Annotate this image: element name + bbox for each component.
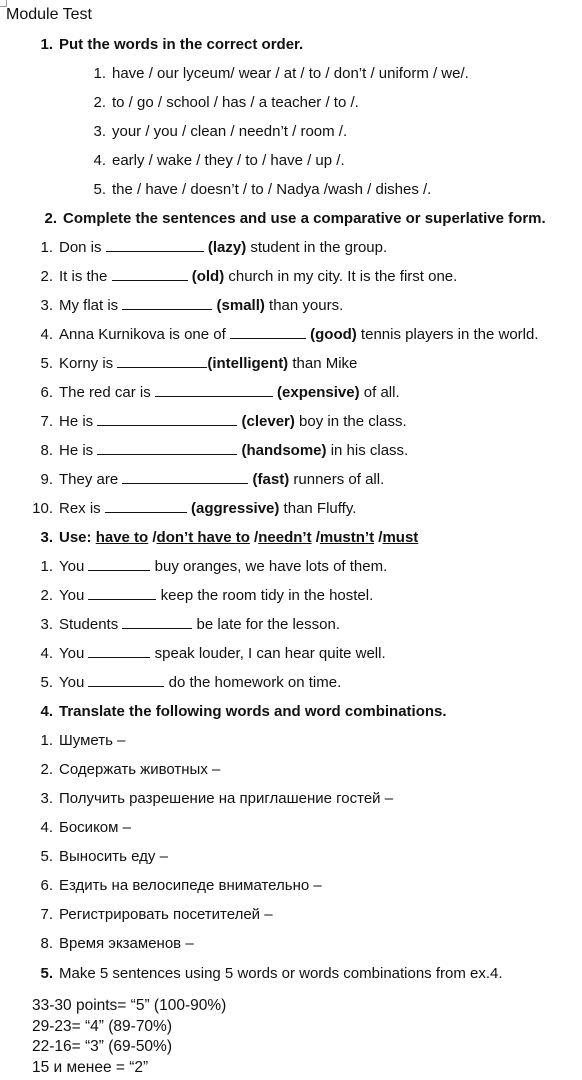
ex4-item xyxy=(40,731,126,751)
answer-blank[interactable] xyxy=(230,325,306,339)
exercise-5-number: 5. xyxy=(40,965,53,982)
ex4-item-number: 2. xyxy=(40,761,53,778)
ex2-item-base-word: (good) xyxy=(310,326,357,343)
answer-blank[interactable] xyxy=(97,412,237,426)
ex2-item-prefix: He is xyxy=(59,442,98,459)
ex1-item-text: have / our lyceum/ wear / at / to / don’t / uniform / we/. xyxy=(112,65,469,82)
ex2-item-suffix: than yours. xyxy=(264,297,344,314)
ex2-item-number: 1. xyxy=(40,239,53,256)
ex2-item xyxy=(40,238,388,258)
option-separator: / xyxy=(148,529,157,546)
exercise-4-number: 4. xyxy=(40,703,53,720)
ex4-item-text: Ездить на велосипеде внимательно – xyxy=(59,877,322,894)
answer-blank[interactable] xyxy=(97,441,237,455)
ex3-item-number: 4. xyxy=(40,645,53,662)
ex1-item xyxy=(93,151,345,171)
option-separator: / xyxy=(374,529,383,546)
ex4-item-number: 1. xyxy=(40,732,53,749)
grading-line: 15 и менее = “2” xyxy=(32,1058,149,1076)
ex3-item-number: 3. xyxy=(40,616,53,633)
ex2-item-prefix: They are xyxy=(59,471,123,488)
ex2-item-prefix: My flat is xyxy=(59,297,123,314)
exercise-3-number: 3. xyxy=(40,529,53,546)
exercise-2-heading xyxy=(44,209,546,229)
ex3-item-number: 2. xyxy=(40,587,53,604)
answer-blank[interactable] xyxy=(122,470,248,484)
ex2-item-base-word: (lazy) xyxy=(207,239,247,256)
ex1-item-number: 2. xyxy=(93,94,106,111)
grading-line: 33-30 points= “5” (100-90%) xyxy=(32,997,227,1014)
answer-blank[interactable] xyxy=(122,296,212,310)
ex4-item-text: Босиком – xyxy=(59,819,131,836)
answer-blank[interactable] xyxy=(122,615,192,629)
exercise-4-heading xyxy=(40,702,447,722)
answer-blank[interactable] xyxy=(112,267,188,281)
exercise-3-heading-text: Use: xyxy=(59,529,96,546)
ex2-item-number: 7. xyxy=(40,413,53,430)
ex4-item-text: Регистрировать посетителей – xyxy=(59,906,273,923)
ex2-item-number: 10. xyxy=(32,500,53,517)
exercise-2-heading-text: Complete the sentences and use a comparative or superlative form. xyxy=(63,210,546,227)
ex2-item-suffix: tennis players in the world. xyxy=(356,326,539,343)
option-separator: / xyxy=(311,529,320,546)
modal-option: don’t have to xyxy=(156,529,250,546)
ex1-item-text: the / have / doesn’t / to / Nadya /wash / dishes /. xyxy=(112,181,432,198)
answer-blank[interactable] xyxy=(105,499,187,513)
ex3-item xyxy=(40,615,340,635)
ex3-item-number: 1. xyxy=(40,558,53,575)
exercise-1-heading xyxy=(40,35,304,55)
ex2-item-suffix: church in my city. It is the first one. xyxy=(224,268,458,285)
ex2-item-number: 5. xyxy=(40,355,53,372)
ex1-item-text: early / wake / they / to / have / up /. xyxy=(112,152,345,169)
ex4-item xyxy=(40,760,221,780)
ex1-item xyxy=(93,122,348,142)
ex2-item-prefix: Don is xyxy=(59,239,106,256)
modal-option: mustn’t xyxy=(319,529,375,546)
ex1-item xyxy=(93,180,432,200)
ex2-item-base-word: (expensive) xyxy=(277,384,360,401)
ex2-item xyxy=(40,441,409,461)
ex2-item-base-word: (aggressive) xyxy=(191,500,280,517)
ex3-item-prefix: You xyxy=(59,558,89,575)
ex2-item-prefix: It is the xyxy=(59,268,112,285)
ex2-item-base-word: (handsome) xyxy=(241,442,327,459)
grading-line: 22-16= “3” (69-50%) xyxy=(32,1038,172,1056)
ex4-item xyxy=(40,818,131,838)
ex2-item xyxy=(32,499,357,519)
ex2-item-suffix: student in the group. xyxy=(246,239,388,256)
ex1-item-number: 4. xyxy=(93,152,106,169)
ex2-item-suffix: in his class. xyxy=(326,442,409,459)
grading-line: 29-23= “4” (89-70%) xyxy=(32,1017,172,1035)
answer-blank[interactable] xyxy=(155,383,273,397)
ex4-item xyxy=(40,934,194,954)
ex4-item xyxy=(40,847,168,867)
modal-option: must xyxy=(382,529,419,546)
answer-blank[interactable] xyxy=(88,644,150,658)
ex4-item xyxy=(40,876,322,896)
answer-blank[interactable] xyxy=(106,238,204,252)
modal-option: have to xyxy=(95,529,149,546)
ex4-item-number: 4. xyxy=(40,819,53,836)
ex3-item-number: 5. xyxy=(40,674,53,691)
ex2-item-base-word: (small) xyxy=(216,297,265,314)
ex4-item-number: 5. xyxy=(40,848,53,865)
ex2-item-prefix: Rex is xyxy=(59,500,105,517)
ex4-item xyxy=(40,789,394,809)
ex2-item xyxy=(40,412,407,432)
exercise-1-heading-text: Put the words in the correct order. xyxy=(59,36,304,53)
ex2-item-suffix: runners of all. xyxy=(289,471,385,488)
ex1-item-text: to / go / school / has / a teacher / to /. xyxy=(112,94,359,111)
ex2-item-base-word: (fast) xyxy=(252,471,290,488)
option-separator: / xyxy=(249,529,259,546)
ex3-item-suffix: keep the room tidy in the hostel. xyxy=(156,587,374,604)
document-title: Module Test xyxy=(6,6,92,23)
ex1-item-number: 3. xyxy=(93,123,106,140)
ex2-item-base-word: (clever) xyxy=(241,413,295,430)
ex2-item-suffix: than Fluffy. xyxy=(279,500,357,517)
ex3-item-prefix: Students xyxy=(59,616,123,633)
exercise-1-number: 1. xyxy=(40,36,53,53)
ex1-item xyxy=(93,64,469,84)
ex3-item-suffix: buy oranges, we have lots of them. xyxy=(150,558,388,575)
exercise-3-heading xyxy=(40,528,419,548)
ex4-item-number: 3. xyxy=(40,790,53,807)
ex1-item-text: your / you / clean / needn’t / room /. xyxy=(112,123,348,140)
ex2-item xyxy=(40,383,400,403)
ex2-item-number: 2. xyxy=(40,268,53,285)
modal-option: needn’t xyxy=(258,529,312,546)
ex2-item xyxy=(40,267,458,287)
ex3-item xyxy=(40,673,342,693)
ex3-item-suffix: do the homework on time. xyxy=(164,674,342,691)
ex2-item-number: 8. xyxy=(40,442,53,459)
ex2-item-prefix: He is xyxy=(59,413,98,430)
ex4-item-number: 7. xyxy=(40,906,53,923)
ex4-item-text: Время экзаменов – xyxy=(59,935,194,952)
ex2-item-suffix: than Mike xyxy=(288,355,358,372)
answer-blank[interactable] xyxy=(88,673,164,687)
ex2-item xyxy=(40,325,539,345)
ex2-item-number: 9. xyxy=(40,471,53,488)
ex4-item xyxy=(40,905,273,925)
grading-scale xyxy=(32,996,226,1078)
ex3-item-suffix: speak louder, I can hear quite well. xyxy=(150,645,386,662)
ex4-item-text: Получить разрешение на приглашение гостей – xyxy=(59,790,394,807)
ex4-item-text: Содержать животных – xyxy=(59,761,221,778)
ex2-item-number: 6. xyxy=(40,384,53,401)
ex3-item-suffix: be late for the lesson. xyxy=(192,616,340,633)
ex2-item-prefix: The red car is xyxy=(59,384,155,401)
ex3-item xyxy=(40,557,388,577)
ex2-item-base-word: (intelligent) xyxy=(207,355,289,372)
ex2-item-number: 3. xyxy=(40,297,53,314)
ex3-item-prefix: You xyxy=(59,645,89,662)
ex2-item xyxy=(40,470,385,490)
exercise-5-text: Make 5 sentences using 5 words or words combinations from ex.4. xyxy=(59,965,503,982)
ex1-item xyxy=(93,93,359,113)
answer-blank[interactable] xyxy=(117,354,207,368)
ex2-item-prefix: Korny is xyxy=(59,355,118,372)
ex4-item-text: Шуметь – xyxy=(59,732,126,749)
ex1-item-number: 5. xyxy=(93,181,106,198)
ex3-item xyxy=(40,586,374,606)
exercise-5 xyxy=(40,964,503,984)
ex2-item-number: 4. xyxy=(40,326,53,343)
ex3-item xyxy=(40,644,386,664)
ex2-item-base-word: (old) xyxy=(191,268,225,285)
exercise-2-number: 2. xyxy=(44,210,57,227)
ex3-item-prefix: You xyxy=(59,587,89,604)
ex3-item-prefix: You xyxy=(59,674,89,691)
ex2-item-suffix: boy in the class. xyxy=(294,413,407,430)
ex2-item-suffix: of all. xyxy=(359,384,400,401)
ex4-item-number: 6. xyxy=(40,877,53,894)
ex2-item xyxy=(40,296,344,316)
ex4-item-number: 8. xyxy=(40,935,53,952)
ex4-item-text: Выносить еду – xyxy=(59,848,168,865)
ex1-item-number: 1. xyxy=(93,65,106,82)
answer-blank[interactable] xyxy=(88,557,150,571)
ex2-item xyxy=(40,354,358,374)
ex2-item-prefix: Anna Kurnikova is one of xyxy=(59,326,230,343)
exercise-4-heading-text: Translate the following words and word combinations. xyxy=(59,703,447,720)
answer-blank[interactable] xyxy=(88,586,156,600)
